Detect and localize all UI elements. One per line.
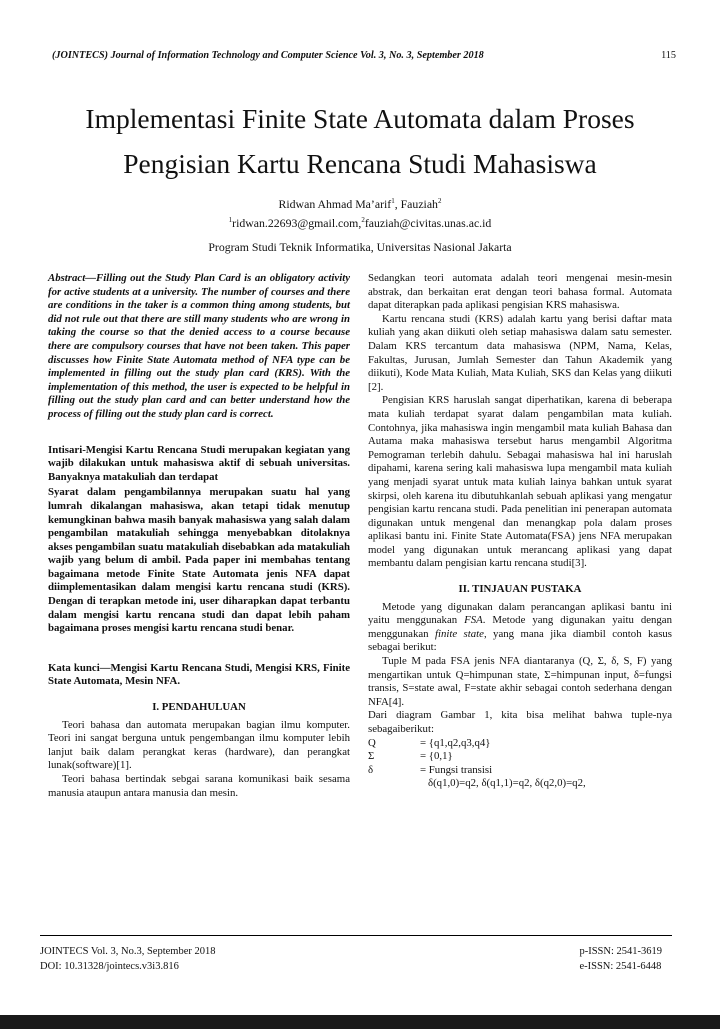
abstract-indonesian-2: Syarat dalam pengambilannya merupakan suatu hal yang lumrah dikalangan mahasiswa, akan tetapi tidak menutup kemungkinan bahwa masih banyak mahasiswa yang salah dalam pengambilan matakuliah sehingga menyebabkan ditolaknya akses pengambilan suatu matakuliah disebabkan ada matakuliah wajib yang belum di ambil. Pada paper ini membahas tentang bagaimana metode Finite State Automata jenis NFA dapat diimplementasikan dalam mengisi kartu rencana studi (KRS). Dengan di terapkan metode ini, user diharapkan dapat terbantu dalam mengisi kartu rencana studi dan dapat lebih paham bagaimana proses mengisi kartu rencana studi benar.: [48, 486, 350, 635]
abstract-english: Abstract—Filling out the Study Plan Card is an obligatory activity for active students at a university. The number of courses and there are conditions in the taker is a common thing among students, but did not rule out that there are still many students who are wrong in taking the course so that the denied access to a course because there are compulsory courses that have not been taken. This paper discusses how Finite State Automata method of NFA type can be implemented in filling out the study plan card (KRS). With the implementation of this method, the user is expected to be helpful in filling out the study plan card and can better understand how the process of filling out the study plan card is correct.: [48, 272, 350, 420]
bottom-bar: [0, 1015, 720, 1029]
tuple-symbol: Q: [368, 736, 376, 749]
footer-volume: JOINTECS Vol. 3, No.3, September 2018: [40, 946, 216, 957]
tuple-value: = {0,1}: [420, 750, 453, 763]
tuple-symbol: δ: [368, 763, 374, 776]
journal-citation: (JOINTECS) Journal of Information Technology and Computer Science Vol. 3, No. 3, September 2018: [52, 50, 484, 61]
footer-e-issn: e-ISSN: 2541-6448: [579, 961, 662, 972]
footer-p-issn: p-ISSN: 2541-3619: [579, 946, 662, 957]
right-column: [368, 272, 672, 791]
tuple-value: = {q1,q2,q3,q4}: [420, 736, 491, 749]
abstract-indonesian-1: Intisari-Mengisi Kartu Rencana Studi merupakan kegiatan yang wajib dilakukan untuk mahasiswa aktif di sebuah universitas. Banyaknya matakuliah dan terdapat: [48, 443, 350, 483]
author-names: Ridwan Ahmad Ma’arif$^1$, Fauziah$^2$: [278, 196, 442, 211]
paper-title: [40, 96, 680, 186]
authors-block: [40, 193, 680, 231]
tuple-definition: [368, 737, 672, 778]
section2-paragraph-2: Tuple M pada FSA jenis NFA diantaranya (Q, Σ, δ, S, F) yang mengartikan untuk Q=himpunan state, Σ=himpunan input, δ=fungsi transis, S=state awal, F=state akhir sebagai contoh sederhana dengan NFA[4].: [368, 655, 672, 708]
section2-paragraph-3: Dari diagram Gambar 1, kita bisa melihat bahwa tuple-nya sebagaiberikut:: [368, 709, 672, 735]
running-header: [52, 50, 676, 61]
page-number: 115: [661, 50, 676, 61]
tuple-symbol: Σ: [368, 750, 375, 763]
right-paragraph-1: Sedangkan teori automata adalah teori mengenai mesin-mesin abstrak, dan berkaitan erat dengan teori bahasa formal. Automata dapat diterapkan pada aplikasi pengisian KRS mahasiswa.: [368, 272, 672, 312]
author-emails: $^1$ridwan.22693@gmail.com,$^2$fauziah@civitas.unas.ac.id: [228, 215, 492, 230]
page-footer: [40, 944, 662, 974]
tuple-value: = Fungsi transisi: [420, 763, 493, 776]
footer-rule: [40, 935, 672, 936]
left-column: [48, 272, 350, 800]
right-paragraph-3: Pengisian KRS haruslah sangat diperhatikan, karena di beberapa mata kuliah terdapat syarat dalam pengambilan mata kuliah. Contohnya, jika mahasiswa ingin mengambil mata kuliah Bahasa dan Autama maka mahasiswa tersebut harus mengambil Algoritma Pemograman terlebih dahulu. Sebagai mahasiswa hal ini haruslah dipahami, karena sering kali mahasiswa lupa mengambil mata kuliah yang menjadi syarat untuk mata kuliah lainya bahkan untuk syarat skirpsi, oleh karena itu dibutuhkanlah sebuah aplikasi yang mengatur pengisian kartu rencana studi. Pada penelitian ini penerapan automata digunakan untuk mengenal dan menangkap pola dalam proses aplikasi bantu ini. Finite State Automata(FSA) jens NFA merupakan model yang digunakan untuk merancang aplikasi yang dapat membantu dalam pengisian kartu rencana studi[3].: [368, 394, 672, 570]
affiliation: Program Studi Teknik Informatika, Universitas Nasional Jakarta: [208, 240, 512, 254]
section-heading-2: II. TINJAUAN PUSTAKA: [458, 583, 582, 596]
delta-transitions: δ(q1,0)=q2, δ(q1,1)=q2, δ(q2,0)=q2,: [428, 777, 586, 790]
right-paragraph-2: Kartu rencana studi (KRS) adalah kartu yang berisi daftar mata kuliah yang akan diikuti oleh setiap mahasiswa dalam satu semester. Dalam KRS tercantum data mahasiswa (NPM, Nama, Kelas, Fakultas, Jurusan, Jumlah Semester dan Tahun Akademik yang diikuti), Kode Mata Kuliah, Mata Kuliah, SKS dan Kelas yang diikuti [2].: [368, 312, 672, 393]
section1-paragraph-1: Teori bahasa dan automata merupakan bagian ilmu komputer. Teori ini sangat berguna untuk pengembangan ilmu komputer lebih lanjut baik dalam perangkat keras (hardware), dan perangkat lunak(software)[1].: [48, 718, 350, 772]
section-heading-1: I. PENDAHULUAN: [152, 701, 246, 714]
keywords: Kata kunci—Mengisi Kartu Rencana Studi, Mengisi KRS, Finite State Automata, Mesin NFA.: [48, 661, 350, 688]
section1-paragraph-2: Teori bahasa bertindak sebgai sarana komunikasi baik sesama manusia ataupun antara manusia dan mesin.: [48, 773, 350, 799]
footer-issn: [579, 944, 662, 974]
title-line-1: Implementasi Finite State Automata dalam Proses: [85, 103, 635, 134]
section2-paragraph-1: Metode yang digunakan dalam perancangan aplikasi bantu ini yaitu menggunakan FSA. Metode yang digunakan yaitu dengan menggunakan finite state, yang mana jika diambil contoh kasus sebagai berikut:: [368, 600, 672, 654]
title-line-2: Pengisian Kartu Rencana Studi Mahasiswa: [123, 148, 597, 179]
footer-doi: DOI: 10.31328/jointecs.v3i3.816: [40, 961, 179, 972]
